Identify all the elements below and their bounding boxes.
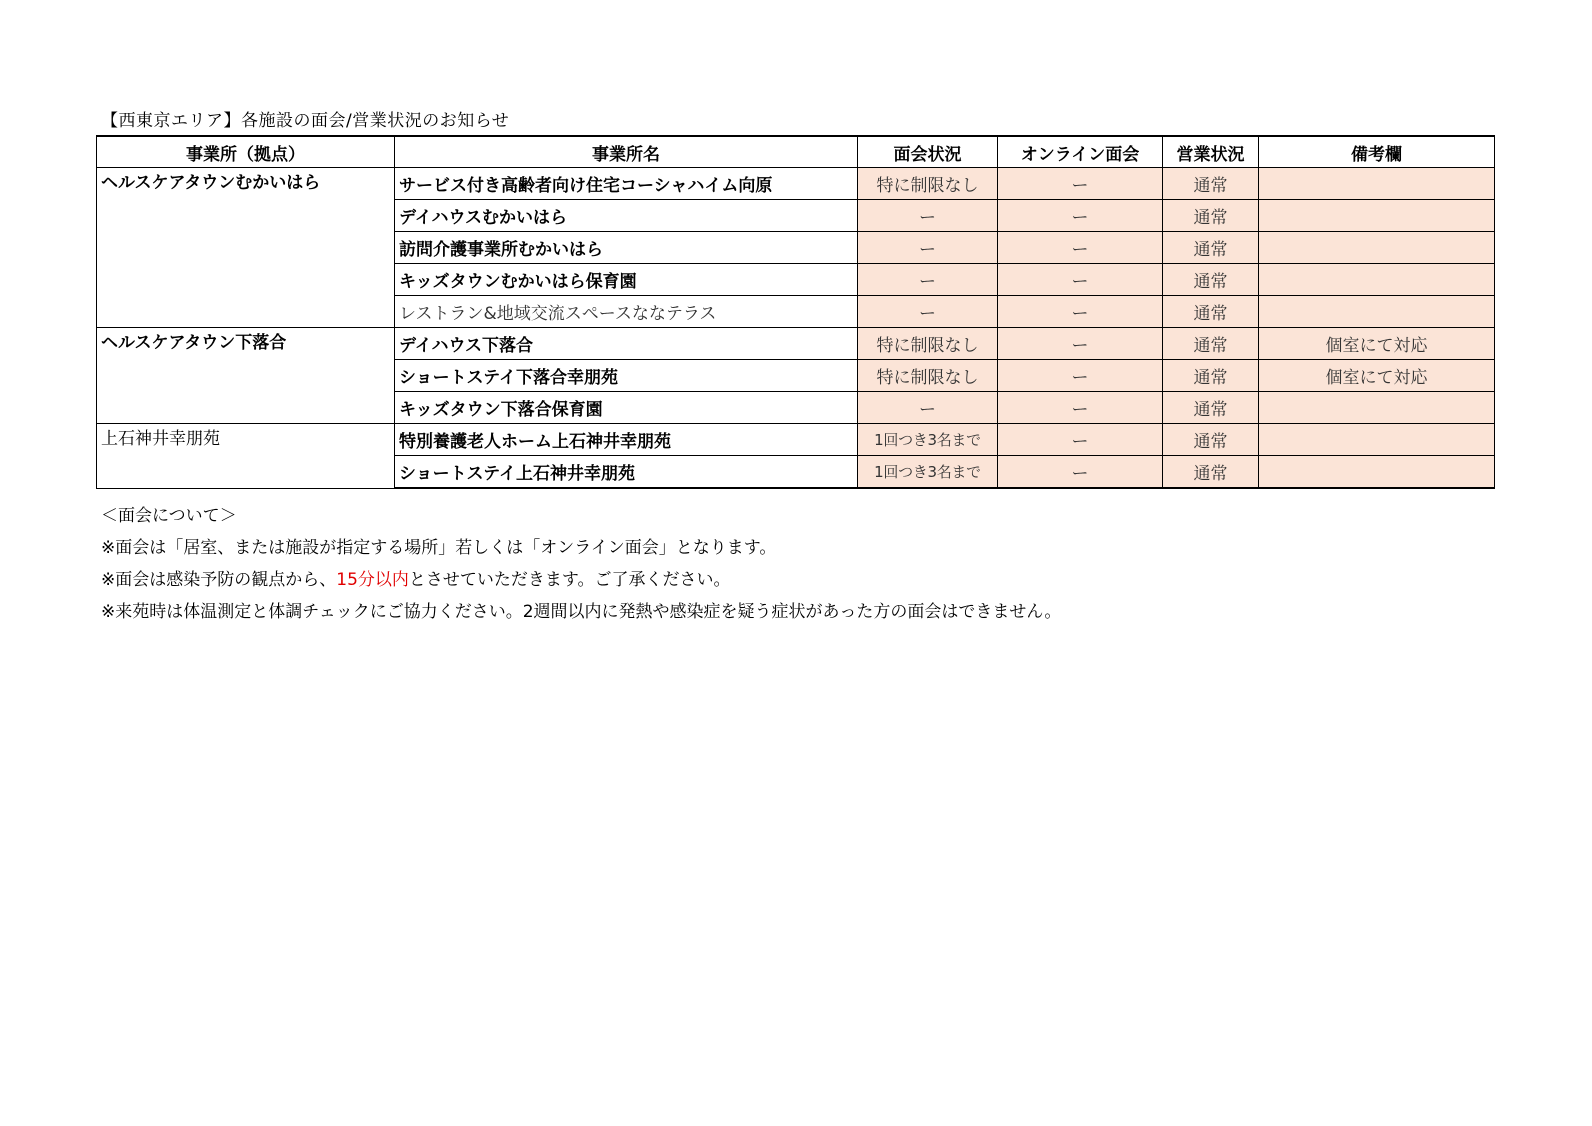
business-status: 通常 xyxy=(1163,200,1259,232)
remarks xyxy=(1259,392,1495,424)
business-status: 通常 xyxy=(1163,360,1259,392)
notes-heading: ＜面会について＞ xyxy=(101,506,237,526)
note-text: ※面会は感染予防の観点から、 xyxy=(101,570,337,590)
header-business: 営業状況 xyxy=(1163,136,1259,168)
online-status: ー xyxy=(998,168,1163,200)
remarks xyxy=(1259,232,1495,264)
header-facility: 事業所名 xyxy=(395,136,858,168)
business-status: 通常 xyxy=(1163,168,1259,200)
visit-status: 1回つき3名まで xyxy=(858,424,998,456)
visit-status: 特に制限なし xyxy=(858,360,998,392)
remarks xyxy=(1259,456,1495,489)
facility-name: キッズタウンむかいはら保育園 xyxy=(395,264,858,296)
facility-name: 訪問介護事業所むかいはら xyxy=(395,232,858,264)
online-status: ー xyxy=(998,360,1163,392)
online-status: ー xyxy=(998,392,1163,424)
remarks xyxy=(1259,200,1495,232)
online-status: ー xyxy=(998,264,1163,296)
facility-name: デイハウス下落合 xyxy=(395,328,858,360)
remarks: 個室にて対応 xyxy=(1259,360,1495,392)
site-name: 上石神井幸朋苑 xyxy=(97,424,395,489)
visit-status: ー xyxy=(858,296,998,328)
remarks: 個室にて対応 xyxy=(1259,328,1495,360)
online-status: ー xyxy=(998,424,1163,456)
table-row xyxy=(97,168,1495,200)
remarks xyxy=(1259,296,1495,328)
online-status: ー xyxy=(998,296,1163,328)
remarks xyxy=(1259,424,1495,456)
facility-status-table xyxy=(96,135,1495,489)
note-visit-duration xyxy=(101,564,1061,596)
remarks xyxy=(1259,168,1495,200)
business-status: 通常 xyxy=(1163,424,1259,456)
note-visit-location: ※面会は「居室、または施設が指定する場所」若しくは「オンライン面会」となります。 xyxy=(101,538,777,558)
business-status: 通常 xyxy=(1163,456,1259,489)
table-row xyxy=(97,328,1495,360)
table-row xyxy=(97,424,1495,456)
note-health-check: ※来苑時は体温測定と体調チェックにご協力ください。2週間以内に発熱や感染症を疑う症状があった方の面会はできません。 xyxy=(101,602,1062,622)
business-status: 通常 xyxy=(1163,328,1259,360)
online-status: ー xyxy=(998,200,1163,232)
visit-status: 特に制限なし xyxy=(858,168,998,200)
facility-name: サービス付き高齢者向け住宅コーシャハイム向原 xyxy=(395,168,858,200)
online-status: ー xyxy=(998,328,1163,360)
online-status: ー xyxy=(998,232,1163,264)
site-name: ヘルスケアタウンむかいはら xyxy=(97,168,395,328)
facility-name: ショートステイ下落合幸朋苑 xyxy=(395,360,858,392)
business-status: 通常 xyxy=(1163,296,1259,328)
header-remarks: 備考欄 xyxy=(1259,136,1495,168)
visit-status: ー xyxy=(858,264,998,296)
header-online: オンライン面会 xyxy=(998,136,1163,168)
business-status: 通常 xyxy=(1163,264,1259,296)
header-site: 事業所（拠点） xyxy=(97,136,395,168)
site-name: ヘルスケアタウン下落合 xyxy=(97,328,395,424)
note-text: とさせていただきます。ご了承ください。 xyxy=(408,570,731,590)
page-title: 【西東京エリア】各施設の面会/営業状況のお知らせ xyxy=(101,111,510,131)
visit-status: 1回つき3名まで xyxy=(858,456,998,489)
facility-name: レストラン&地域交流スペースななテラス xyxy=(395,296,858,328)
visit-notes xyxy=(101,500,1061,628)
header-visit: 面会状況 xyxy=(858,136,998,168)
business-status: 通常 xyxy=(1163,392,1259,424)
table-header-row xyxy=(97,136,1495,168)
facility-name: キッズタウン下落合保育園 xyxy=(395,392,858,424)
remarks xyxy=(1259,264,1495,296)
visit-status: ー xyxy=(858,232,998,264)
facility-name: デイハウスむかいはら xyxy=(395,200,858,232)
visit-status: ー xyxy=(858,200,998,232)
facility-name: 特別養護老人ホーム上石神井幸朋苑 xyxy=(395,424,858,456)
business-status: 通常 xyxy=(1163,232,1259,264)
visit-status: 特に制限なし xyxy=(858,328,998,360)
visit-status: ー xyxy=(858,392,998,424)
online-status: ー xyxy=(998,456,1163,489)
facility-name: ショートステイ上石神井幸朋苑 xyxy=(395,456,858,489)
duration-highlight: 15分以内 xyxy=(336,570,409,590)
